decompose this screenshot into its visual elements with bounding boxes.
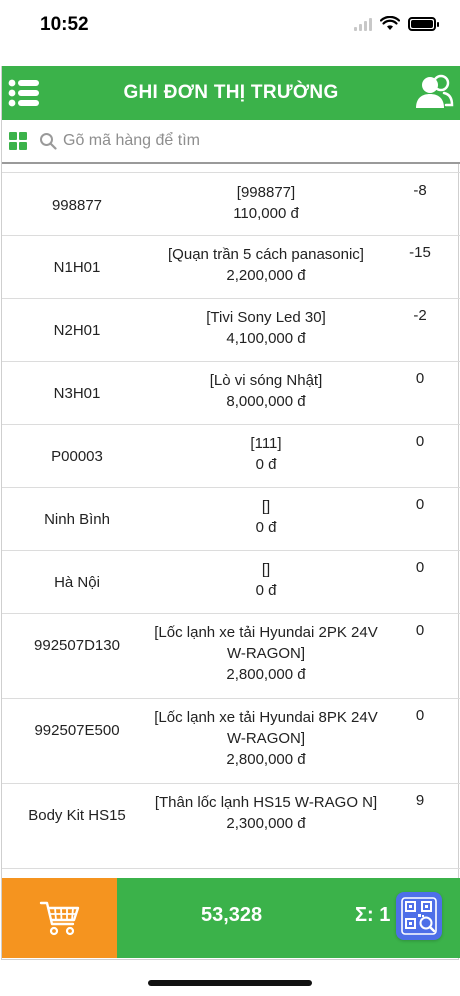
product-info: [152, 362, 380, 424]
product-name: [Lò vi sóng Nhật]: [209, 372, 323, 389]
menu-button[interactable]: [8, 78, 40, 108]
product-row[interactable]: [2, 362, 460, 425]
product-price: 2,300,000 đ: [226, 815, 306, 832]
product-qty: 0: [415, 622, 425, 639]
product-code: N2H01: [53, 322, 101, 339]
product-code: N3H01: [53, 385, 101, 402]
product-qty: -2: [413, 307, 427, 324]
product-info: [152, 488, 380, 550]
list-menu-icon: [8, 78, 40, 108]
product-code: 992507E500: [34, 722, 120, 739]
grid-view-icon[interactable]: [9, 132, 27, 150]
product-price: 2,800,000 đ: [226, 751, 306, 768]
product-row[interactable]: [2, 551, 460, 614]
search-input[interactable]: [63, 132, 443, 150]
product-info: [152, 299, 380, 361]
product-qty: 0: [415, 370, 425, 387]
product-info: [152, 174, 380, 235]
product-qty: 9: [415, 792, 425, 809]
product-code: Body Kit HS15: [28, 807, 126, 824]
total-area: [117, 878, 460, 958]
app-frame: [1, 66, 459, 960]
home-indicator: [148, 980, 312, 986]
product-price: 110,000 đ: [233, 205, 299, 222]
product-name: [Quạn trần 5 cách panasonic]: [168, 246, 364, 263]
product-row[interactable]: [2, 236, 460, 299]
users-icon: [414, 74, 454, 112]
product-list: [2, 174, 460, 869]
shopping-cart-icon: [39, 900, 81, 936]
qr-scan-button[interactable]: [396, 892, 442, 940]
product-price: 2,200,000 đ: [226, 267, 306, 284]
product-code: 998877: [51, 197, 103, 214]
product-code: Hà Nội: [54, 574, 100, 591]
product-row[interactable]: [2, 614, 460, 699]
product-code: P00003: [51, 448, 103, 465]
order-total: 53,328: [201, 904, 263, 926]
product-qty: -15: [409, 244, 431, 261]
product-price: 0 đ: [255, 456, 277, 473]
product-row[interactable]: [2, 174, 460, 236]
product-code: 992507D130: [34, 637, 120, 654]
product-name: []: [261, 561, 271, 578]
battery-icon: [408, 17, 436, 31]
product-info: [152, 236, 380, 298]
list-top-divider: [2, 172, 460, 173]
item-count: Σ: 1: [355, 904, 391, 926]
product-info: [152, 614, 380, 698]
page-title: GHI ĐƠN THỊ TRƯỜNG: [123, 82, 339, 103]
product-info: [152, 425, 380, 487]
product-code: N1H01: [53, 259, 101, 276]
product-qty: 0: [415, 496, 425, 513]
product-row[interactable]: [2, 699, 460, 784]
status-time: 10:52: [40, 14, 89, 35]
status-bar: [0, 0, 460, 66]
product-qty: -8: [413, 182, 427, 199]
qr-scan-icon: [401, 897, 437, 935]
product-info: [152, 784, 380, 868]
product-name: [Lốc lạnh xe tải Hyundai 8PK 24V W-RAGON]: [154, 709, 378, 747]
product-name: [Lốc lạnh xe tải Hyundai 2PK 24V W-RAGON]: [154, 624, 378, 662]
search-icon: [39, 132, 57, 150]
product-price: 8,000,000 đ: [226, 393, 306, 410]
product-row[interactable]: [2, 425, 460, 488]
signal-icon: [354, 17, 372, 31]
product-price: 4,100,000 đ: [226, 330, 306, 347]
product-info: [152, 699, 380, 783]
product-name: [111]: [250, 435, 282, 452]
product-qty: 0: [415, 707, 425, 724]
cart-button[interactable]: [2, 878, 117, 958]
app-header: [2, 66, 460, 120]
product-qty: 0: [415, 433, 425, 450]
product-code: Ninh Bình: [44, 511, 110, 528]
order-footer: [2, 878, 460, 958]
product-price: 0 đ: [255, 582, 277, 599]
product-row[interactable]: [2, 488, 460, 551]
product-name: [Tivi Sony Led 30]: [206, 309, 326, 326]
wifi-icon: [380, 16, 400, 31]
status-icons: [354, 16, 436, 31]
product-name: []: [261, 498, 271, 515]
product-price: 0 đ: [255, 519, 277, 536]
product-info: [152, 551, 380, 613]
product-qty: 0: [415, 559, 425, 576]
product-row[interactable]: [2, 299, 460, 362]
product-name: [998877]: [236, 184, 296, 201]
product-price: 2,800,000 đ: [226, 666, 306, 683]
product-name: [Thân lốc lạnh HS15 W-RAGO N]: [154, 794, 378, 811]
search-bar: [2, 120, 460, 164]
customers-button[interactable]: [414, 74, 454, 112]
product-row[interactable]: [2, 784, 460, 869]
